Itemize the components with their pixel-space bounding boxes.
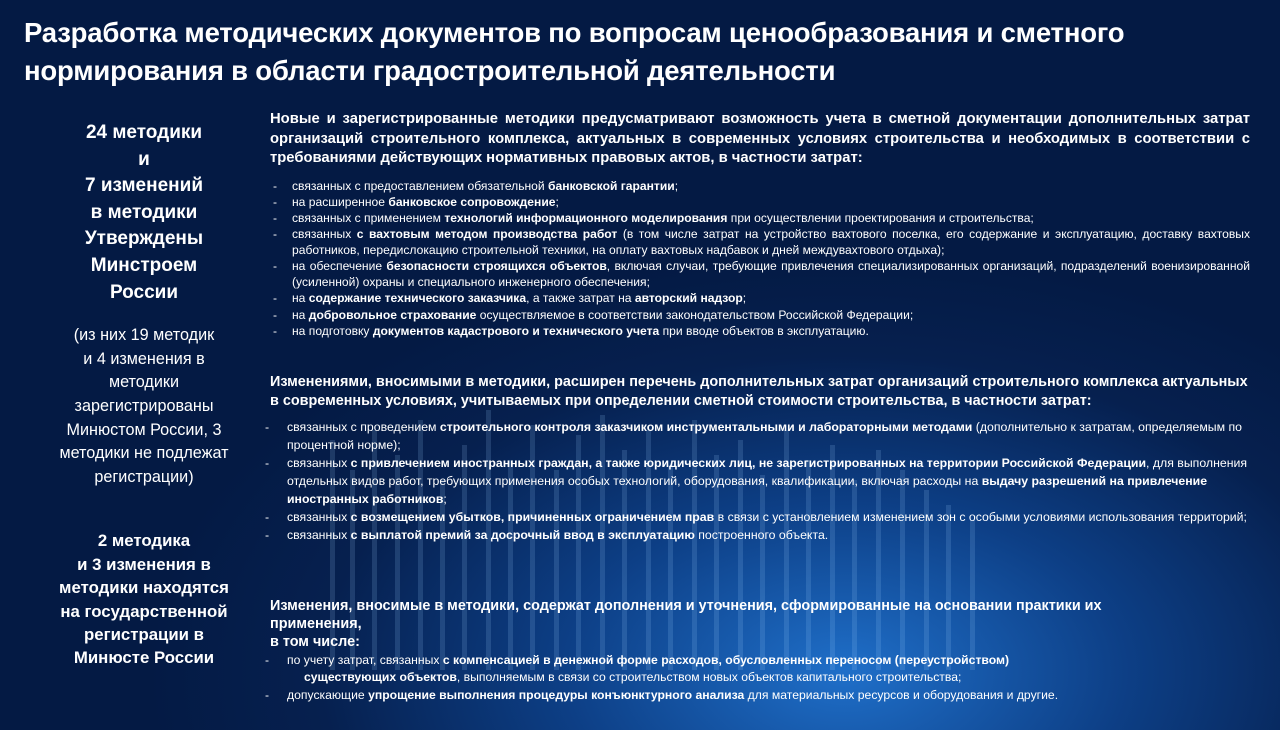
list-item: - связанных с проведением строительного контроля заказчиком инструментальными и лабораторными методами (дополнительно к затратам, определяемым по процентной норме);	[265, 418, 1250, 454]
registered-note-line: методики	[108, 373, 180, 392]
amendments-lead: Изменениями, вносимыми в методики, расширен перечень дополнительных затрат организаций строительного комплекса актуальных в современных условиях, учитываемых при определении сметной стоимости строительства, в частности затрат:	[270, 374, 1248, 410]
pending-line: 2 методика	[97, 531, 191, 551]
page-title	[24, 14, 1254, 90]
list-item: - связанных с возмещением убытков, причиненных ограничением прав в связи с установлением изменением зон с особыми условиями использования территорий;	[265, 508, 1250, 526]
list-item: - связанных с вахтовым методом производства работ (в том числе затрат на устройство вахтового поселка, его содержание и эксплуатацию, доставку вахтовых работников, передислокацию строительной техники, на оплату вахтовых надбавок и дней междувахтового отдыха);	[270, 226, 1250, 258]
pending-line: методики находятся	[59, 578, 229, 598]
list-item: - по учету затрат, связанных с компенсацией в денежной форме расходов, обусловленных переносом (переустройством) существующих объектов, выполняемым в связи со строительством новых объектов капитального строительства;	[265, 652, 1250, 687]
registered-note-line: (из них 19 методик	[73, 326, 215, 345]
registered-note-line: зарегистрированы	[74, 396, 214, 415]
approved-line: Минстроем	[90, 254, 198, 276]
pending-line: Минюсте России	[73, 648, 215, 668]
left-summary-column	[28, 120, 260, 670]
approved-line: Утверждены	[84, 228, 204, 250]
approved-line: в методики	[90, 201, 198, 223]
approved-line: России	[109, 281, 179, 303]
list-item: - на расширенное банковское сопровождение;	[270, 194, 1250, 210]
registered-note-block	[28, 324, 260, 489]
list-item: - связанных с выплатой премий за досрочный ввод в эксплуатацию построенного объекта.	[265, 526, 1250, 544]
clarifications-section	[270, 597, 1250, 704]
page-title-line-2: нормирования в области градостроительной деятельности	[24, 55, 836, 86]
page-title-line-1: Разработка методических документов по вопросам ценообразования и сметного	[24, 17, 1125, 48]
list-item: - связанных с привлечением иностранных граждан, а также юридических лиц, не зарегистрированных на территории Российской Федерации, для выполнения отдельных видов работ, требующих применения особых технологий, оборудования, квалификации, включая расходы на выдачу разрешений на привлечение иностранных работников;	[265, 454, 1250, 508]
list-item: - допускающие упрощение выполнения процедуры конъюнктурного анализа для материальных ресурсов и оборудования и другие.	[265, 687, 1250, 705]
amendments-section	[270, 373, 1250, 544]
registered-note-line: методики не подлежат	[59, 444, 229, 463]
approved-count-block	[28, 120, 260, 306]
clarifications-lead-line: Изменения, вносимые в методики, содержат дополнения и уточнения, сформированные на основании практики их	[270, 598, 1102, 614]
list-item: - на содержание технического заказчика, а также затрат на авторский надзор;	[270, 290, 1250, 306]
new-methods-section	[270, 110, 1250, 339]
registered-note-line: Минюстом России, 3	[66, 420, 222, 439]
pending-line: и 3 изменения в	[77, 554, 211, 574]
list-item: - связанных с применением технологий информационного моделирования при осуществлении проектирования и строительства;	[270, 210, 1250, 226]
list-item: - связанных с предоставлением обязательной банковской гарантии;	[270, 178, 1250, 194]
pending-line: регистрации в	[84, 624, 204, 644]
registered-note-line: и 4 изменения в	[83, 349, 205, 368]
pending-line: на государственной	[60, 601, 228, 621]
list-item: - на обеспечение безопасности строящихся объектов, включая случаи, требующие привлечения специализированных организаций, подразделений военизированной (усиленной) охраны и специального инженерного обеспечения;	[270, 258, 1250, 290]
new-methods-lead: Новые и зарегистрированные методики предусматривают возможность учета в сметной документации дополнительных затрат организаций строительного комплекса, актуальных в современных условиях строительства и необходимых в соответствии с требованиями действующих нормативных правовых актов, в частности затрат:	[270, 111, 1250, 167]
new-methods-cost-list	[270, 178, 1250, 339]
approved-line: и	[138, 148, 150, 170]
approved-line: 24 методики	[85, 122, 203, 143]
clarifications-list	[265, 652, 1250, 705]
amendments-cost-list	[265, 418, 1250, 544]
list-item: - на подготовку документов кадастрового и технического учета при вводе объектов в эксплуатацию.	[270, 323, 1250, 339]
list-item: - на добровольное страхование осуществляемое в соответствии законодательством Российской Федерации;	[270, 307, 1250, 323]
registered-note-line: регистрации)	[94, 467, 194, 486]
clarifications-lead-line: применения,	[270, 616, 362, 633]
approved-line: 7 изменений	[85, 175, 203, 197]
pending-registration-block	[28, 529, 260, 669]
clarifications-lead-line: в том числе:	[270, 634, 360, 651]
clarifications-lead	[270, 597, 1250, 652]
